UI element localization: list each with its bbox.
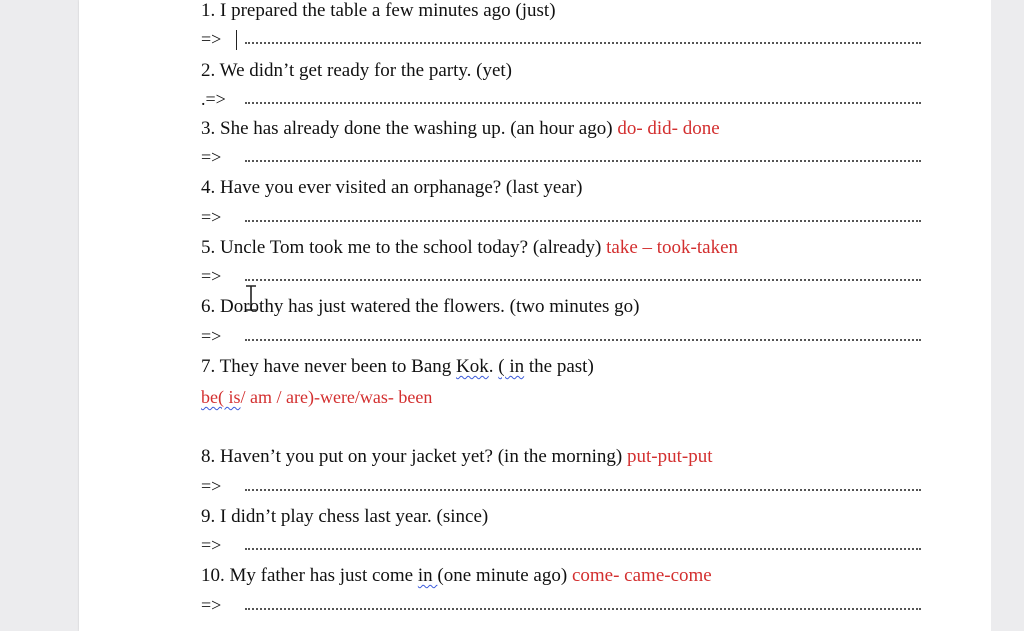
exercise-4: 4. Have you ever visited an orphanage? (last year) (201, 177, 583, 198)
exercise-7: 7. They have never been to Bang Kok. ( in the past) (201, 356, 594, 377)
verb-forms-hint: take – took-taken (606, 237, 739, 258)
exercise-2: 2. We didn’t get ready for the party. (yet) (201, 60, 513, 81)
exercise-5: 5. Uncle Tom took me to the school today? (already) take – took-taken (201, 237, 739, 258)
answer-line-1[interactable]: => (201, 28, 921, 50)
verb-forms-hint: put-put-put (627, 446, 713, 467)
verb-forms-hint: come- came-come (571, 565, 712, 586)
exercise-10: 10. My father has just come in (one minute ago) come- came-come (201, 565, 712, 586)
exercise-1: 1. I prepared the table a few minutes ago (just) (201, 0, 556, 21)
right-gutter (991, 0, 1024, 631)
answer-line-4[interactable]: => (201, 206, 921, 228)
left-gutter (0, 0, 79, 631)
answer-line-8[interactable]: => (201, 475, 921, 497)
exercise-8: 8. Haven’t you put on your jacket yet? (in the morning) put-put-put (201, 446, 713, 467)
verb-forms-hint: do- did- done (617, 118, 720, 139)
answer-line-9[interactable]: => (201, 534, 921, 556)
answer-line-2[interactable]: .=> (201, 88, 921, 110)
exercise-6: 6. Dorothy has just watered the flowers. (two minutes go) (201, 296, 640, 317)
text-cursor (236, 30, 237, 50)
verb-forms-note: be( is/ am / are)-were/was- been (201, 387, 433, 407)
answer-line-10[interactable]: => (201, 594, 921, 616)
exercise-3: 3. She has already done the washing up. (an hour ago) do- did- done (201, 118, 720, 139)
answer-line-3[interactable]: => (201, 146, 921, 168)
answer-line-6[interactable]: => (201, 325, 921, 347)
answer-line-5[interactable]: => (201, 265, 921, 287)
exercise-9: 9. I didn’t play chess last year. (since) (201, 506, 489, 527)
